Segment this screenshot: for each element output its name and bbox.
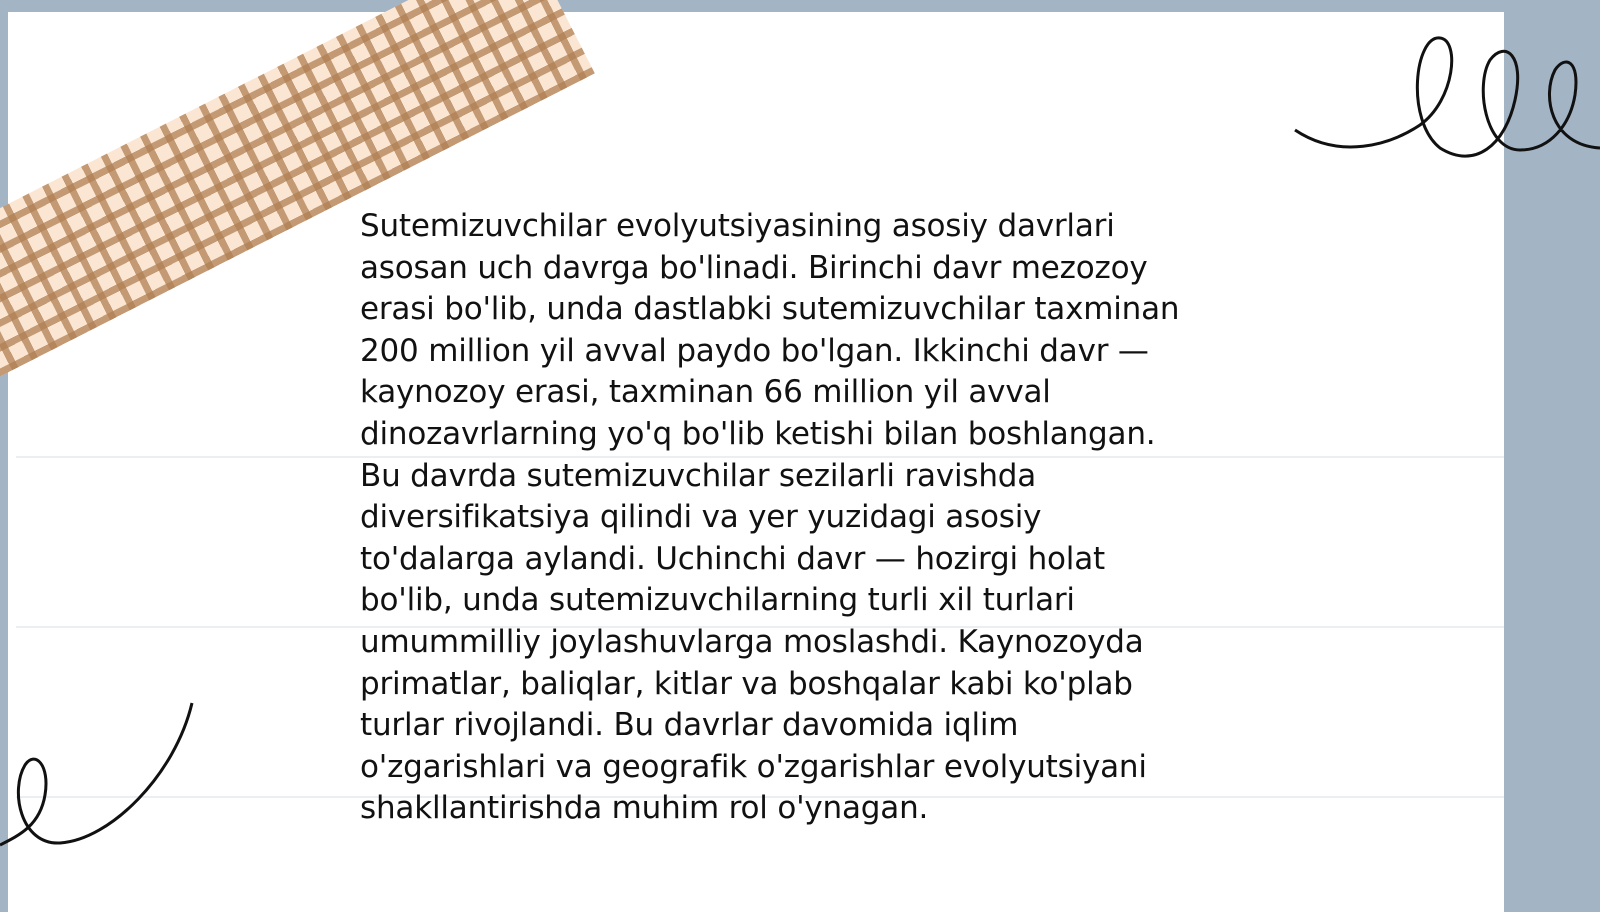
text-line: Sutemizuvchilar evolyutsiyasining asosiy davrlari bbox=[360, 208, 1115, 244]
text-line: kaynozoy erasi, taxminan 66 million yil avval bbox=[360, 374, 1051, 411]
loop-squiggle-icon bbox=[1280, 30, 1600, 170]
curl-squiggle-icon bbox=[0, 695, 200, 855]
text-line: primatlar, baliqlar, kitlar va boshqalar kabi ko'plab bbox=[360, 665, 1133, 702]
text-line: umummilliy joylashuvlarga moslashdi. Kaynozoyda bbox=[360, 623, 1144, 660]
body-paragraph bbox=[360, 206, 1179, 830]
text-line: to'dalarga aylandi. Uchinchi davr — hozirgi holat bbox=[360, 540, 1105, 577]
text-line: o'zgarishlari va geografik o'zgarishlar evolyutsiyani bbox=[360, 748, 1147, 785]
text-line: 200 million yil avval paydo bo'lgan. Ikkinchi davr — bbox=[360, 332, 1149, 369]
text-line: shakllantirishda muhim rol o'ynagan. bbox=[360, 790, 929, 827]
text-line: asosan uch davrga bo'linadi. Birinchi davr mezozoy bbox=[360, 249, 1148, 286]
text-line: dinozavrlarning yo'q bo'lib ketishi bilan boshlangan. bbox=[360, 415, 1156, 452]
text-line: bo'lib, unda sutemizuvchilarning turli xil turlari bbox=[360, 582, 1075, 619]
text-line: Bu davrda sutemizuvchilar sezilarli ravishda bbox=[360, 457, 1037, 494]
text-line: erasi bo'lib, unda dastlabki sutemizuvchilar taxminan bbox=[360, 291, 1180, 328]
text-line: turlar rivojlandi. Bu davrlar davomida iqlim bbox=[360, 707, 1019, 744]
text-line: diversifikatsiya qilindi va yer yuzidagi asosiy bbox=[360, 499, 1042, 536]
